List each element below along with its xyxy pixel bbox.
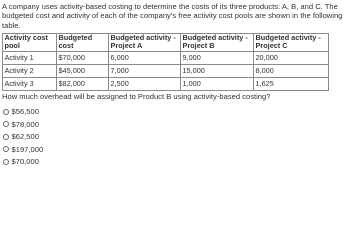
answer-option[interactable] bbox=[2, 143, 346, 156]
table-row bbox=[3, 65, 329, 78]
table-cell: 9,000 bbox=[181, 52, 254, 65]
question-card bbox=[2, 2, 346, 168]
radio-button-icon[interactable] bbox=[3, 134, 9, 140]
radio-button-icon[interactable] bbox=[3, 109, 9, 115]
header-cell: Activity cost pool bbox=[3, 33, 57, 51]
table-cell: 1,625 bbox=[254, 78, 329, 91]
table-cell: Activity 3 bbox=[3, 78, 57, 91]
option-label: $70,000 bbox=[11, 157, 39, 167]
option-label: $56,500 bbox=[11, 107, 39, 117]
table-cell: Activity 2 bbox=[3, 65, 57, 78]
radio-button-icon[interactable] bbox=[3, 159, 9, 165]
question-text: How much overhead will be assigned to Product B using activity-based costing? bbox=[2, 92, 271, 102]
table-cell: 1,000 bbox=[181, 78, 254, 91]
header-cell: Budgeted activity - Project A bbox=[109, 33, 181, 51]
header-cell: Budgeted activity - Project C bbox=[254, 33, 329, 51]
table-row bbox=[3, 52, 329, 65]
table-cell: Activity 1 bbox=[3, 52, 57, 65]
header-cell: Budgeted activity - Project B bbox=[181, 33, 254, 51]
table-row bbox=[3, 78, 329, 91]
table-cell: $70,000 bbox=[57, 52, 109, 65]
intro-text: A company uses activity-based costing to determine the costs of its three products: A, B, and C. The budgeted cost and activity of each of the company's free activity cost pools are shown in the following table. bbox=[2, 2, 343, 30]
table-cell: 8,000 bbox=[254, 65, 329, 78]
table-cell: $45,000 bbox=[57, 65, 109, 78]
radio-button-icon[interactable] bbox=[3, 146, 9, 152]
answer-option[interactable] bbox=[2, 106, 346, 119]
cost-pool-table bbox=[2, 33, 329, 91]
answer-option[interactable] bbox=[2, 131, 346, 144]
table-header-row bbox=[3, 33, 329, 51]
table-cell: 7,000 bbox=[109, 65, 181, 78]
table-cell: 2,500 bbox=[109, 78, 181, 91]
answer-option[interactable] bbox=[2, 156, 346, 169]
table-cell: 6,000 bbox=[109, 52, 181, 65]
option-label: $78,000 bbox=[11, 119, 39, 129]
radio-button-icon[interactable] bbox=[3, 121, 9, 127]
table-cell: $82,000 bbox=[57, 78, 109, 91]
option-label: $197,000 bbox=[11, 144, 44, 154]
option-label: $62,500 bbox=[11, 132, 39, 142]
answer-option[interactable] bbox=[2, 118, 346, 131]
table-cell: 15,000 bbox=[181, 65, 254, 78]
table-cell: 20,000 bbox=[254, 52, 329, 65]
header-cell: Budgeted cost bbox=[57, 33, 109, 51]
answer-options bbox=[2, 106, 346, 169]
